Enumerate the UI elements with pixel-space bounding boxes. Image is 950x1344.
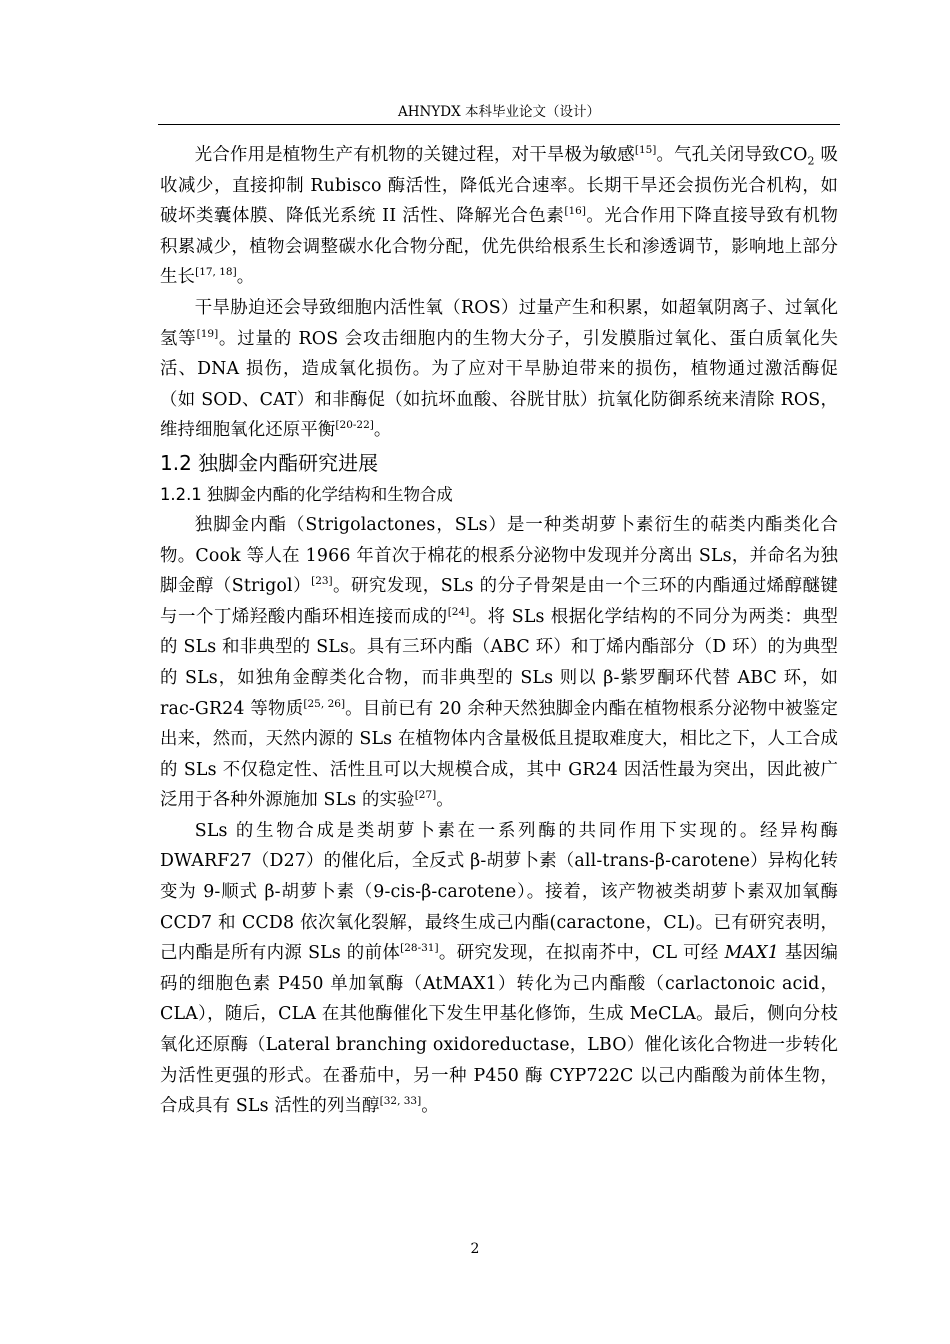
citation: [28-31]: [400, 942, 439, 955]
document-body: [160, 140, 838, 1122]
gene-name: MAX1: [724, 943, 779, 964]
citation: [32, 33]: [379, 1095, 422, 1108]
citation: [24]: [447, 605, 470, 618]
running-header: AHNYDX 本科毕业论文（设计）: [398, 104, 600, 120]
page-number: 2: [470, 1241, 480, 1257]
paragraph-sl-biosynthesis: SLs 的生物合成是类胡萝卜素在一系列酶的共同作用下实现的。经异构酶 DWARF27（D27）的催化后，全反式 β-胡萝卜素（all-trans-β-carotene）异构化转变为 9-顺式 β-胡萝卜素（9-cis-β-carotene）。接着，该产物被类胡萝卜素双加氧酶 CCD7 和 CCD8 依次氧化裂解，最终生成己内酯(caractone，CL)。已有研究表明，己内酯是所有内源 SLs 的前体[28-31]。研究发现，在拟南芥中，CL 可经 MAX1 基因编码的细胞色素 P450 单加氧酶（AtMAX1）转化为己内酯酸（carlactonoic acid，CLA），随后，CLA 在其他酶催化下发生甲基化修饰，生成 MeCLA。最后，侧向分枝氧化还原酶（Lateral branching oxidoreductase，LBO）催化该化合物进一步转化为活性更强的形式。在番茄中，另一种 P450 酶 CYP722C 以己内酯酸为前体生物，合成具有 SLs 活性的列当醇[32, 33]。: [160, 820, 838, 1117]
citation: [16]: [564, 205, 586, 218]
citation: [15]: [634, 144, 657, 157]
subsection-heading: 1.2.1 独脚金内酯的化学结构和生物合成: [160, 484, 453, 504]
paragraph-photosynthesis: 光合作用是植物生产有机物的关键过程，对干旱极为敏感[15]。气孔关闭导致$CO_2$ 吸收减少，直接抑制 Rubisco 酶活性，降低光合速率。长期干旱还会损伤光合机构，如破坏类囊体膜、降低光系统 II 活性、降解光合色素[16]。光合作用下降直接导致有机物积累减少，植物会调整碳水化合物分配，优先供给根系生长和渗透调节，影响地上部分生长[17, 18]。: [160, 144, 838, 288]
citation: [20-22]: [335, 419, 374, 432]
citation: [19]: [196, 327, 219, 340]
citation: [23]: [311, 575, 333, 588]
subscript: 2: [807, 154, 815, 168]
section-heading: 1.2 独脚金内酯研究进展: [160, 450, 379, 475]
paragraph-ros: 干旱胁迫还会导致细胞内活性氧（ROS）过量产生和积累，如超氧阴离子、过氧化氢等[19]。过量的 ROS 会攻击细胞内的生物大分子，引发膜脂过氧化、蛋白质氧化失活、DNA 损伤，造成氧化损伤。为了应对干旱胁迫带来的损伤，植物通过激活酶促（如 SOD、CAT）和非酶促（如抗坏血酸、谷胱甘肽）抗氧化防御系统来清除 ROS，维持细胞氧化还原平衡[20-22]。: [160, 297, 838, 441]
citation: [25, 26]: [303, 697, 346, 710]
paragraph-sl-structure: 独脚金内酯（Strigolactones，SLs）是一种类胡萝卜素衍生的萜类内酯类化合物。Cook 等人在 1966 年首次于棉花的根系分泌物中发现并分离出 SLs，并命名为独脚金醇（Strigol）[23]。研究发现，SLs 的分子骨架是由一个三环的内酯通过烯醇醚键与一个丁烯羟酸内酯环相连接而成的[24]。将 SLs 根据化学结构的不同分为两类：典型的 SLs 和非典型的 SLs。具有三环内酯（ABC 环）和丁烯内酯部分（D 环）的为典型的 SLs，如独角金醇类化合物，而非典型的 SLs 则以 β-紫罗酮环代替 ABC 环，如 rac-GR24 等物质[25, 26]。目前已有 20 余种天然独脚金内酯在植物根系分泌物中被鉴定出来，然而，天然内源的 SLs 在植物体内含量极低且提取难度大，相比之下，人工合成的 SLs 不仅稳定性、活性且可以大规模合成，其中 GR24 因活性最为突出，因此被广泛用于各种外源施加 SLs 的实验[27]。: [160, 514, 838, 811]
header-rule: [158, 124, 840, 125]
citation: [17, 18]: [195, 266, 237, 279]
citation: [27]: [414, 789, 437, 802]
